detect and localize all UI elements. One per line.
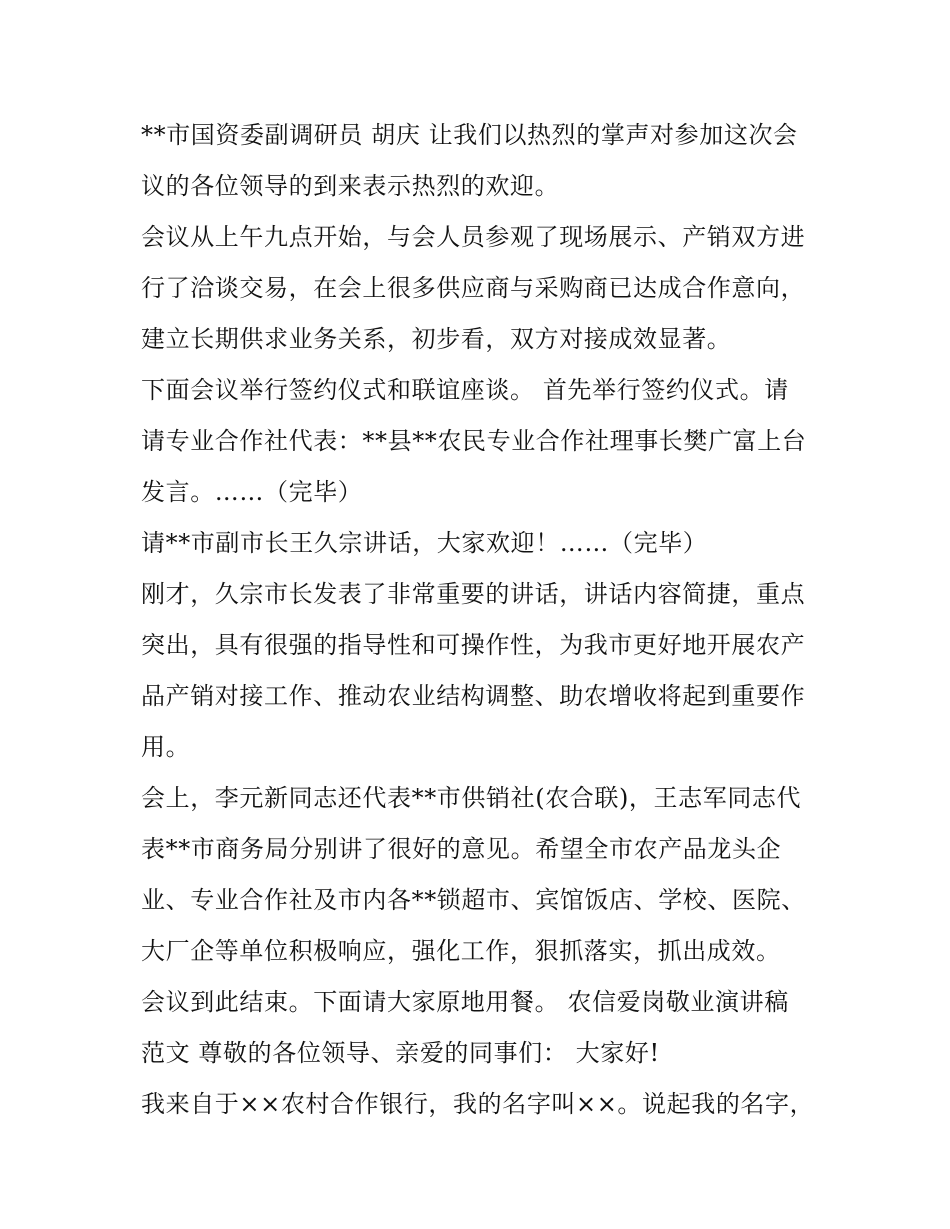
text-line: 议的各位领导的到来表示热烈的欢迎。 — [141, 172, 560, 200]
text-line: **市国资委副调研员 胡庆 让我们以热烈的掌声对参加这次会 — [141, 121, 798, 149]
text-line: 我来自于××农村合作银行，我的名字叫××。说起我的名字， — [141, 1090, 815, 1118]
text-line: 品产销对接工作、推动农业结构调整、助农增收将起到重要作 — [141, 682, 806, 710]
text-line: 突出，具有很强的指导性和可操作性，为我市更好地开展农产 — [141, 631, 806, 659]
text-line: 会议到此结束。下面请大家原地用餐。 农信爱岗敬业演讲稿 — [141, 988, 789, 1016]
text-line: 大厂企等单位积极响应，强化工作，狠抓落实，抓出成效。 — [141, 937, 781, 965]
text-line: 行了洽谈交易，在会上很多供应商与采购商已达成合作意向， — [141, 274, 806, 302]
text-line: 会议从上午九点开始，与会人员参观了现场展示、产销双方进 — [141, 223, 806, 251]
text-line: 建立长期供求业务关系，初步看，双方对接成效显著。 — [141, 325, 732, 353]
text-line: 请专业合作社代表：**县**农民专业合作社理事长樊广富上台 — [141, 427, 807, 455]
document-body — [141, 110, 821, 1130]
text-line: 请**市副市长王久宗讲话，大家欢迎！……（完毕） — [141, 529, 708, 557]
text-line: 会上，李元新同志还代表**市供销社(农合联)，王志军同志代 — [141, 784, 802, 812]
text-line: 用。 — [141, 733, 191, 761]
text-line: 范文 尊敬的各位领导、亲爱的同事们： 大家好! — [141, 1039, 660, 1067]
text-line: 下面会议举行签约仪式和联谊座谈。 首先举行签约仪式。请 — [141, 376, 789, 404]
text-line: 发言。……（完毕） — [141, 478, 363, 506]
text-line: 业、专业合作社及市内各**锁超市、宾馆饭店、学校、医院、 — [141, 886, 806, 914]
text-line: 刚才，久宗市长发表了非常重要的讲话，讲话内容简捷，重点 — [141, 580, 806, 608]
text-line: 表**市商务局分别讲了很好的意见。希望全市农产品龙头企 — [141, 835, 782, 863]
